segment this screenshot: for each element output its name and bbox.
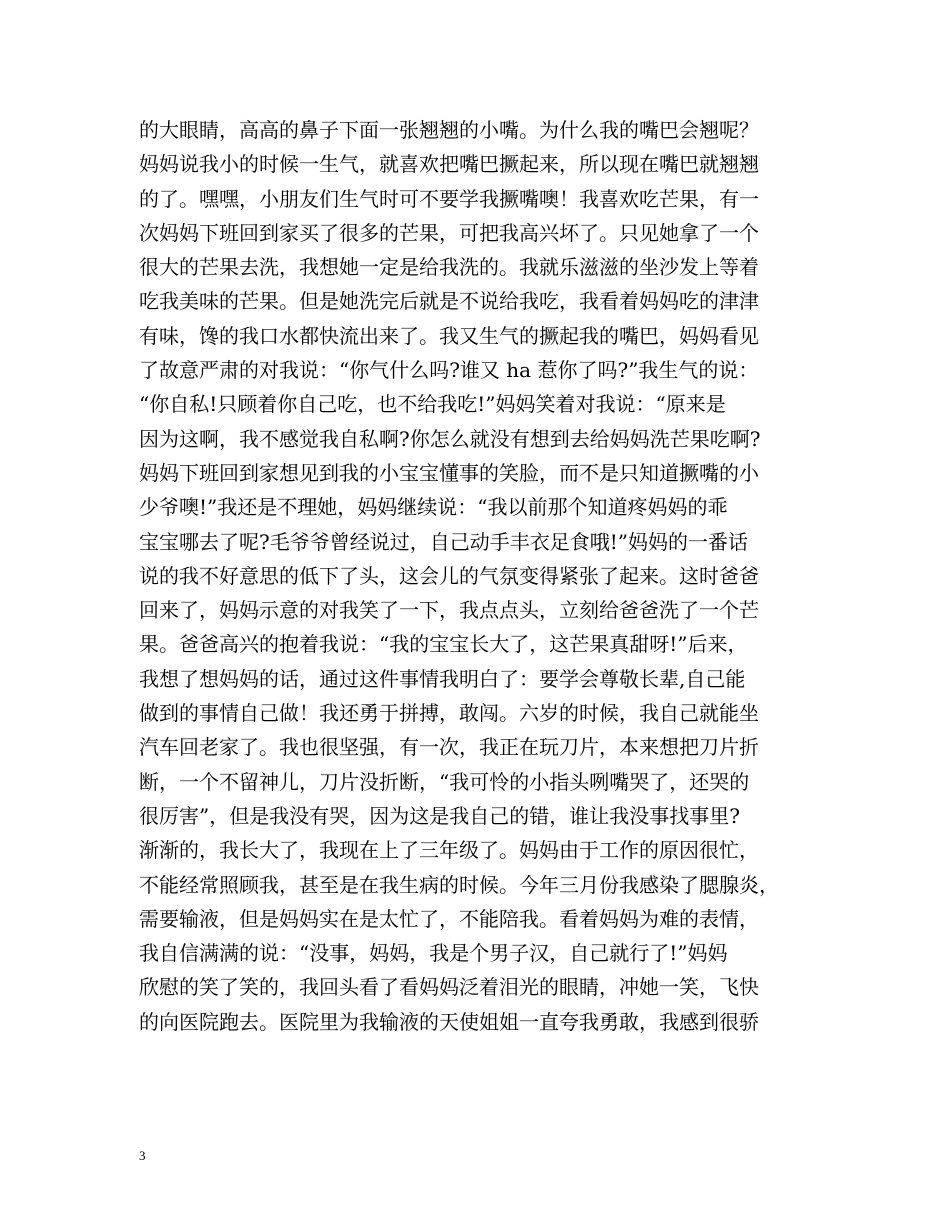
text-line: 吃我美味的芒果。但是她洗完后就是不说给我吃，我看着妈妈吃的津津 bbox=[139, 289, 759, 314]
text-line: 少爷噢!”我还是不理她，妈妈继续说：“我以前那个知道疼妈妈的乖 bbox=[139, 495, 728, 520]
text-line: 妈妈说我小的时候一生气，就喜欢把嘴巴撅起来，所以现在嘴巴就翘翘 bbox=[139, 152, 759, 177]
text-line: 因为这啊，我不感觉我自私啊?你怎么就没有想到去给妈妈洗芒果吃啊? bbox=[139, 426, 761, 451]
text-line: 做到的事情自己做！我还勇于拼搏，敢闯。六岁的时候，我自己就能坐 bbox=[139, 701, 759, 726]
text-line: 的大眼睛，高高的鼻子下面一张翘翘的小嘴。为什么我的嘴巴会翘呢？ bbox=[139, 118, 759, 142]
text-line: 的向医院跑去。医院里为我输液的天使姐姐一直夸我勇敢，我感到很骄 bbox=[139, 1009, 759, 1034]
page-number: 3 bbox=[139, 1148, 146, 1163]
text-line: 断，一个不留神儿，刀片没折断，“我可怜的小指头咧嘴哭了，还哭的 bbox=[139, 769, 750, 794]
text-line: 很厉害”，但是我没有哭，因为这是我自己的错，谁让我没事找事里? bbox=[139, 803, 740, 828]
text-line: 欣慰的笑了笑的，我回头看了看妈妈泛着泪光的眼睛，冲她一笑，飞快 bbox=[139, 975, 759, 1000]
text-line: “你自私!只顾着你自己吃，也不给我吃!”妈妈笑着对我说：“原来是 bbox=[139, 392, 726, 417]
text-line: 说的我不好意思的低下了头，这会儿的气氛变得紧张了起来。这时爸爸 bbox=[139, 563, 759, 588]
body-text bbox=[139, 113, 829, 1039]
text-line: 宝宝哪去了呢?毛爷爷曾经说过，自己动手丰衣足食哦!”妈妈的一番话 bbox=[139, 529, 748, 554]
text-line: 回来了，妈妈示意的对我笑了一下，我点点头，立刻给爸爸洗了一个芒 bbox=[139, 598, 759, 623]
text-line: 妈妈下班回到家想见到我的小宝宝懂事的笑脸，而不是只知道撅嘴的小 bbox=[139, 460, 759, 485]
text-line: 了故意严肃的对我说：“你气什么吗?谁又 ha 惹你了吗?”我生气的说： bbox=[139, 358, 759, 383]
text-line: 不能经常照顾我，甚至是在我生病的时候。今年三月份我感染了腮腺炎， bbox=[139, 872, 779, 897]
text-line: 我自信满满的说：“没事，妈妈，我是个男子汉，自己就行了!”妈妈 bbox=[139, 941, 728, 966]
text-line: 很大的芒果去洗，我想她一定是给我洗的。我就乐滋滋的坐沙发上等着 bbox=[139, 255, 759, 280]
text-line: 果。爸爸高兴的抱着我说：“我的宝宝长大了，这芒果真甜呀!”后来， bbox=[139, 632, 748, 657]
text-line: 我想了想妈妈的话，通过这件事情我明白了：要学会尊敬长辈,自己能 bbox=[139, 666, 746, 691]
text-line: 渐渐的，我长大了，我现在上了三年级了。妈妈由于工作的原因很忙， bbox=[139, 838, 759, 863]
text-line: 需要输液，但是妈妈实在是太忙了，不能陪我。看着妈妈为难的表情， bbox=[139, 906, 759, 931]
text-line: 有味，馋的我口水都快流出来了。我又生气的撅起我的嘴巴，妈妈看见 bbox=[139, 323, 759, 348]
text-line: 汽车回老家了。我也很坚强，有一次，我正在玩刀片，本来想把刀片折 bbox=[139, 735, 759, 760]
text-line: 的了。嘿嘿，小朋友们生气时可不要学我撅嘴噢！我喜欢吃芒果，有一 bbox=[139, 186, 759, 211]
text-line: 次妈妈下班回到家买了很多的芒果，可把我高兴坏了。只见她拿了一个 bbox=[139, 220, 759, 245]
